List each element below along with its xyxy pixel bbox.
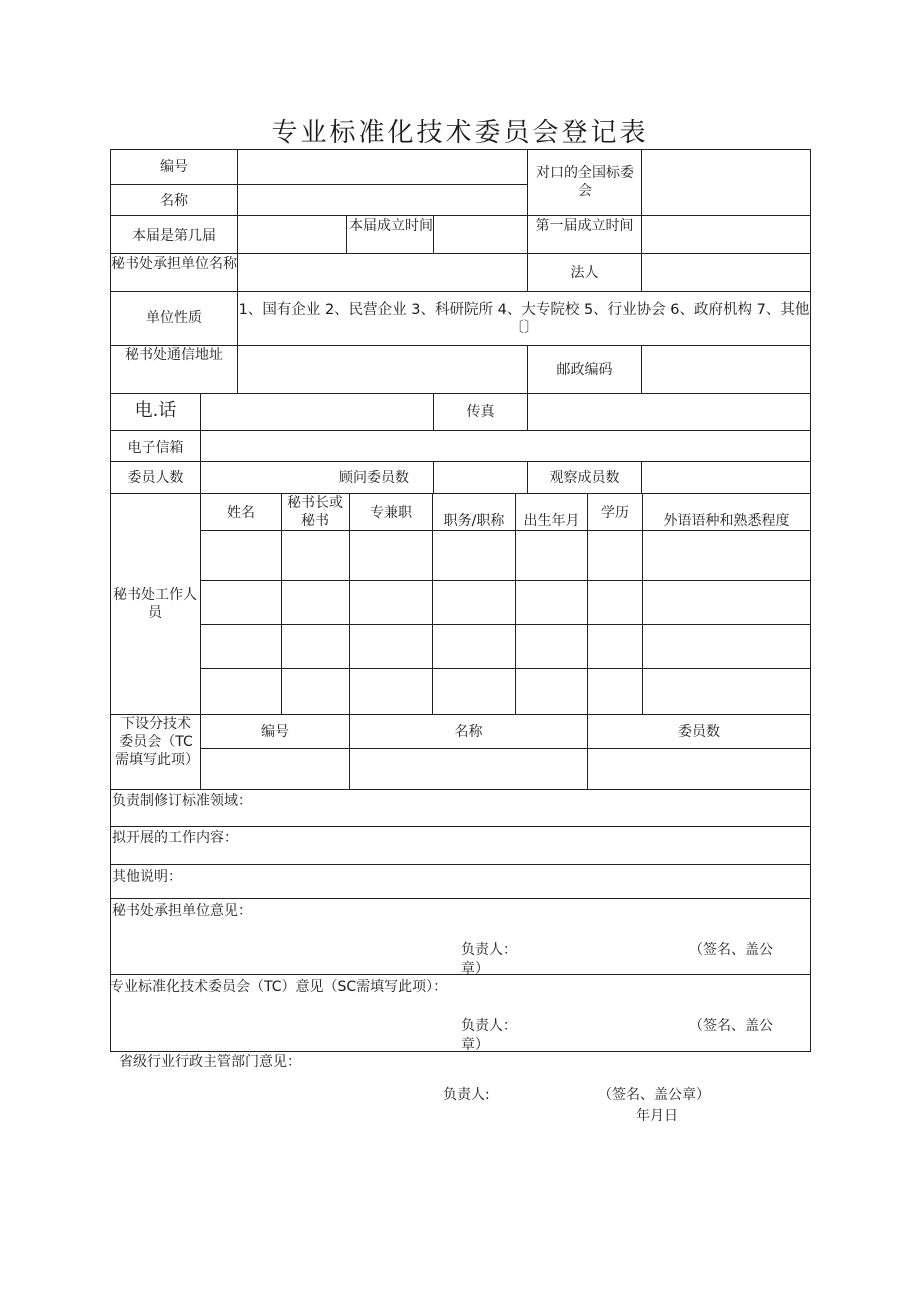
sub-header-bianhao: 编号 (261, 724, 289, 740)
label-shengji-yijian: 省级行业行政主管部门意见： (119, 1054, 301, 1070)
label-xiashe-fenji: 下设分技术委员会（TC需填写此项） (115, 716, 199, 768)
label-diyijie-time: 第一届成立时间 (535, 218, 634, 234)
qianming-label-3: （签名、盖公章） (598, 1087, 710, 1103)
label-tc-yijian: 专业标准化技术委员会（TC）意见（SC需填写此项）： (110, 979, 448, 995)
label-chuanzhen: 传真 (466, 404, 495, 420)
danwei-options: 1、国有企业 2、民营企业 3、科研院所 4、大专院校 5、行业协会 6、政府机构 7、其他〔〕 (238, 302, 810, 336)
staff-header-name: 姓名 (227, 505, 255, 521)
label-duikou: 对口的全国标委会 (536, 165, 634, 199)
staff-header-birth: 出生年月 (523, 513, 580, 529)
sub-header-weiyuanshu: 委员数 (678, 724, 720, 740)
label-mishuchu-yijian: 秘书处承担单位意见： (112, 903, 252, 919)
label-dianhua: 电.话 (134, 400, 177, 421)
sub-header-mingcheng: 名称 (454, 724, 483, 740)
label-youzheng: 邮政编码 (556, 362, 613, 378)
label-danwei-xingzhi: 单位性质 (146, 310, 202, 326)
staff-header-type: 专兼职 (370, 505, 412, 521)
label-benjie-di: 本届是第几届 (132, 228, 216, 244)
label-bianhao: 编号 (160, 159, 188, 175)
staff-header-lang: 外语语种和熟悉程度 (663, 513, 790, 529)
label-fuze-lingyu: 负责制修订标准领域： (112, 793, 252, 809)
fuzeren-label-1: 负责人： (461, 942, 517, 958)
qianming-label-2: （签名、盖公章） (461, 1018, 773, 1053)
nianyueri-label: 年月日 (636, 1108, 678, 1124)
label-tongxin-dizhi: 秘书处通信地址 (125, 347, 223, 363)
fuzeren-label-2: 负责人： (461, 1018, 517, 1034)
fuzeren-label-3: 负责人: (443, 1087, 490, 1103)
qianming-label-1: （签名、盖公章） (461, 942, 773, 977)
label-benjie-time: 本届成立时间 (349, 218, 433, 234)
label-mishuchu-renyuan: 秘书处工作人员 (113, 587, 197, 621)
staff-header-edu: 学历 (601, 505, 629, 521)
staff-header-role: 秘书长或秘书 (287, 495, 343, 529)
staff-header-title: 职务/职称 (443, 513, 505, 529)
label-dianzi-xinxiang: 电子信箱 (127, 440, 184, 456)
label-mishuchu-danwei: 秘书处承担单位名称 (111, 256, 237, 272)
label-guwen-weiyuan: 顾问委员数 (339, 470, 409, 486)
label-gongzuo-neirong: 拟开展的工作内容： (112, 830, 238, 846)
label-qita-shuoming: 其他说明： (112, 869, 182, 885)
label-guancha-chengyuan: 观察成员数 (549, 470, 620, 486)
label-faren: 法人 (570, 265, 599, 281)
label-mingcheng: 名称 (160, 193, 188, 209)
label-weiyuan-renshu: 委员人数 (127, 470, 184, 486)
form-title: 专业标准化技术委员会登记表 (271, 118, 649, 148)
